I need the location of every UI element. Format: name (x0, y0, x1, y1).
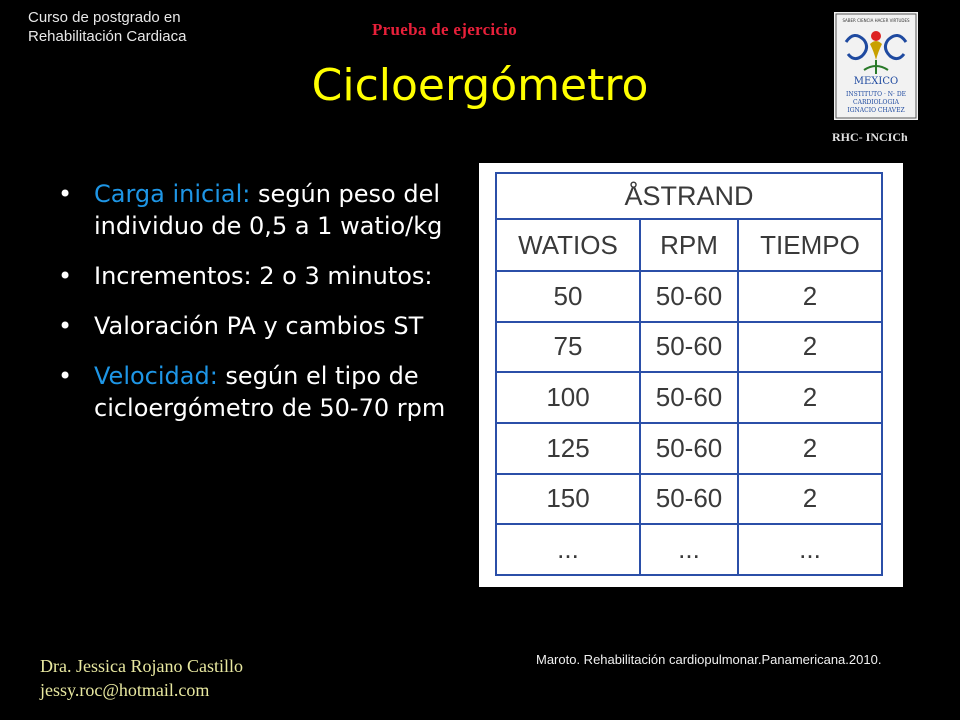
logo-institute-2: CARDIOLOGIA (853, 99, 899, 106)
institute-caption: RHC- INCICh (832, 130, 908, 144)
table-row (496, 524, 882, 575)
bullet-item (58, 310, 468, 342)
bullet-highlight: Carga inicial: (94, 180, 251, 208)
bullet-text: Incrementos: 2 o 3 minutos: (94, 262, 433, 290)
course-line-2: Rehabilitación Cardiaca (28, 28, 187, 45)
table-cell: 2 (738, 271, 882, 322)
bullet-item (58, 360, 468, 424)
author-email: jessy.roc@hotmail.com (40, 680, 210, 700)
logo-country: MEXICO (853, 76, 899, 87)
table-cell: 50 (496, 271, 640, 322)
astrand-table-image (479, 163, 903, 587)
table-cell: 50-60 (640, 322, 738, 373)
bullet-item (58, 178, 468, 242)
table-row (496, 271, 882, 322)
author-name: Dra. Jessica Rojano Castillo (40, 656, 243, 676)
table-title: ÅSTRAND (496, 173, 882, 219)
slide-subtitle: Prueba de ejercicio (372, 20, 518, 39)
institute-logo (834, 12, 918, 120)
table-row (496, 322, 882, 373)
bullet-highlight: Velocidad: (94, 362, 218, 390)
bullet-text: según el tipo de cicloergómetro de 50-70 rpm (94, 362, 446, 422)
table-cell: 2 (738, 423, 882, 474)
table-row (496, 423, 882, 474)
table-cell: 75 (496, 322, 640, 373)
bullet-dot: • (58, 312, 73, 340)
table-cell: 150 (496, 474, 640, 525)
bullet-dot: • (58, 362, 73, 390)
course-line-1: Curso de postgrado en (28, 9, 181, 26)
bullet-dot: • (58, 180, 73, 208)
table-cell: ... (496, 524, 640, 575)
table-cell: 2 (738, 474, 882, 525)
column-header-watts: WATIOS (496, 219, 640, 271)
table-cell: 50-60 (640, 271, 738, 322)
bullet-item (58, 260, 468, 292)
author-info (40, 654, 243, 702)
table-cell: ... (738, 524, 882, 575)
table-cell: 50-60 (640, 474, 738, 525)
logo-institute-1: INSTITUTO · N· DE (845, 91, 907, 98)
table-row (496, 372, 882, 423)
column-header-time: TIEMPO (738, 219, 882, 271)
slide-title: Cicloergómetro (311, 60, 649, 111)
table-cell: 2 (738, 322, 882, 373)
table-cell: 50-60 (640, 423, 738, 474)
table-cell: 50-60 (640, 372, 738, 423)
table-cell: 2 (738, 372, 882, 423)
astrand-table (495, 172, 883, 576)
column-header-rpm: RPM (640, 219, 738, 271)
table-cell: 100 (496, 372, 640, 423)
table-cell: 125 (496, 423, 640, 474)
bullet-dot: • (58, 262, 73, 290)
table-row (496, 474, 882, 525)
table-cell: ... (640, 524, 738, 575)
bullet-list (58, 178, 468, 442)
bullet-text: Valoración PA y cambios ST (94, 312, 424, 340)
course-title (28, 8, 186, 46)
logo-motto: SABER CIENCIA HACER VIRTUDES (842, 18, 910, 23)
bullet-text: según peso del individuo de 0,5 a 1 watio/kg (94, 180, 443, 240)
logo-institute-3: IGNACIO CHAVEZ (847, 107, 905, 114)
reference-citation: Maroto. Rehabilitación cardiopulmonar.Panamericana.2010. (536, 652, 882, 667)
